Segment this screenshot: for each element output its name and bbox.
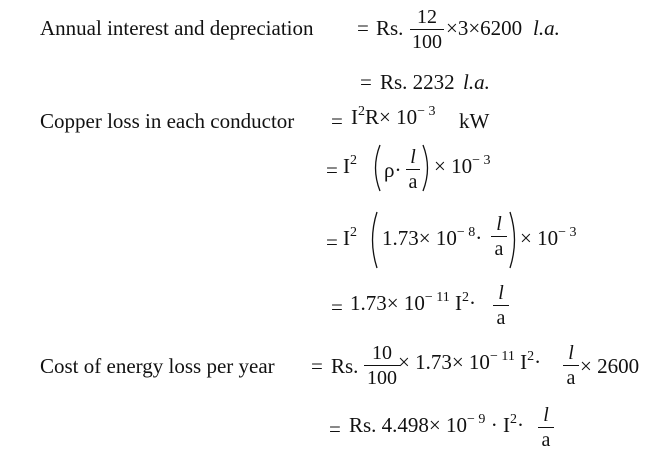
line2-value: Rs. 2232 <box>380 70 455 94</box>
line7-current-symbol: I <box>520 350 528 374</box>
line6-frac-denominator: a <box>496 307 506 329</box>
line6-equals: = <box>331 295 343 319</box>
line7-rate-numerator: 10 <box>372 342 392 364</box>
line4-scale <box>434 153 491 178</box>
line7-length-numerator: l <box>568 342 574 364</box>
line7-coefficient: × 1.73× 10 <box>398 350 490 374</box>
line5-frac-bar <box>491 236 507 237</box>
line7-rate-denominator: 100 <box>367 367 397 389</box>
line1-frac-denominator: 100 <box>412 31 442 53</box>
line5-left-paren <box>367 210 379 270</box>
line7-fraction-rate <box>364 343 400 388</box>
line4-current <box>343 153 357 178</box>
line8-current-symbol: I <box>502 413 510 437</box>
line6-dot: · <box>468 291 476 315</box>
line4-right-paren <box>421 143 433 193</box>
energy-cost-label: Cost of energy loss per year <box>40 354 275 378</box>
line7-expression <box>398 349 542 374</box>
line4-scale-exponent: − 3 <box>472 153 491 168</box>
line5-equals: = <box>326 230 338 254</box>
line3-expression <box>351 104 436 129</box>
line5-times-ten: × 10 <box>520 226 559 250</box>
line6-frac-bar <box>493 305 509 306</box>
copper-loss-label: Copper loss in each conductor <box>40 109 295 133</box>
line3-power-exponent: − 3 <box>417 104 436 119</box>
line5-fraction <box>491 214 507 259</box>
annual-interest-label: Annual interest and depreciation <box>40 16 314 40</box>
line3-unit: kW <box>459 109 490 133</box>
line3-resistance-term: R× 10 <box>365 105 418 129</box>
line1-frac-numerator: 12 <box>417 6 437 28</box>
line1-fraction <box>410 7 444 52</box>
line7-rate-bar <box>364 365 400 366</box>
line7-rs: Rs. <box>331 354 359 378</box>
line5-current <box>343 225 357 250</box>
line8-current-exponent: 2 <box>509 412 517 427</box>
line8-frac-denominator: a <box>541 429 551 451</box>
line6-fraction <box>493 283 509 328</box>
line1-frac-bar <box>410 29 444 30</box>
line5-coefficient-exponent: − 8 <box>456 225 476 240</box>
line7-equals: = <box>311 354 323 378</box>
line7-coefficient-exponent: − 11 <box>489 349 515 364</box>
line6-current-symbol: I <box>454 291 462 315</box>
line6-coefficient-exponent: − 11 <box>424 290 450 305</box>
line7-length-bar <box>563 365 579 366</box>
line1-unit: l.a. <box>533 16 560 40</box>
line4-frac-denominator: a <box>408 171 418 193</box>
line8-coefficient-exponent: − 9 <box>467 412 486 427</box>
line4-times-ten: × 10 <box>434 154 473 178</box>
line2-unit: l.a. <box>463 70 490 94</box>
line5-right-paren <box>508 210 520 270</box>
line8-dot-2: · <box>516 413 524 437</box>
line4-current-symbol: I <box>343 154 350 178</box>
line2-equals: = <box>360 70 372 94</box>
line1-rs: Rs. <box>376 16 404 40</box>
line4-rho: ρ· <box>384 158 402 182</box>
line1-multiplier: ×3×6200 <box>446 16 523 40</box>
line8-fraction <box>538 405 554 450</box>
line5-frac-denominator: a <box>494 238 504 260</box>
line1-equals: = <box>357 16 369 40</box>
line8-frac-bar <box>538 427 554 428</box>
line7-fraction-length <box>563 343 579 388</box>
line5-scale-exponent: − 3 <box>558 225 577 240</box>
line4-fraction <box>406 147 420 192</box>
line7-current-exponent: 2 <box>527 349 535 364</box>
line4-frac-numerator: l <box>410 146 416 168</box>
line5-coefficient: 1.73× 10 <box>382 226 457 250</box>
line8-equals: = <box>329 417 341 441</box>
line5-frac-numerator: l <box>496 213 502 235</box>
line5-dot: · <box>475 226 483 250</box>
line4-equals: = <box>326 158 338 182</box>
line3-current: I <box>351 105 358 129</box>
line8-coefficient: Rs. 4.498× 10 <box>349 413 468 437</box>
line7-dot: · <box>534 350 542 374</box>
line8-frac-numerator: l <box>543 404 549 426</box>
line7-length-denominator: a <box>566 367 576 389</box>
line3-equals: = <box>331 109 343 133</box>
line4-left-paren <box>370 143 382 193</box>
line4-current-exponent: 2 <box>350 153 357 168</box>
line6-current-exponent: 2 <box>461 290 469 305</box>
line8-expression <box>349 412 524 437</box>
line6-coefficient: 1.73× 10 <box>350 291 425 315</box>
line4-frac-bar <box>406 169 420 170</box>
line3-current-exponent: 2 <box>358 104 365 119</box>
line6-frac-numerator: l <box>498 282 504 304</box>
line5-current-symbol: I <box>343 226 350 250</box>
line5-resistivity <box>382 225 483 250</box>
line5-current-exponent: 2 <box>350 225 357 240</box>
line6-expression <box>350 290 476 315</box>
line5-scale <box>520 225 577 250</box>
line7-hours: × 2600 <box>580 354 640 378</box>
line8-dot-1: · <box>490 413 498 437</box>
